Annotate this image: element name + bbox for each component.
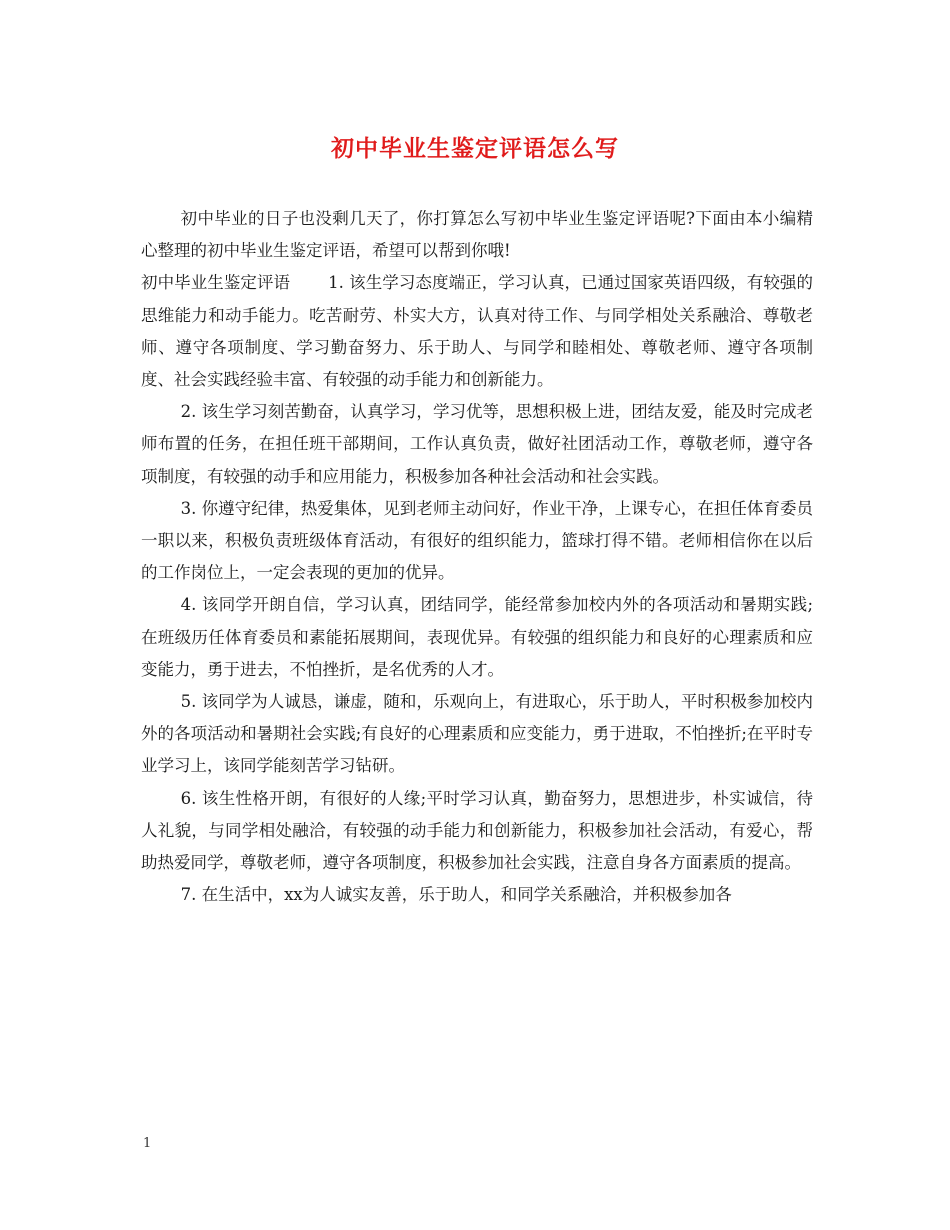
- page-title: 初中毕业生鉴定评语怎么写: [331, 135, 619, 162]
- section-heading: 初中毕业生鉴定评语: [141, 273, 291, 293]
- document-body: [141, 203, 813, 911]
- first-item-paragraph: [141, 267, 813, 396]
- page-number: 1: [143, 1136, 152, 1151]
- intro-paragraph: 初中毕业的日子也没剩几天了，你打算怎么写初中毕业生鉴定评语呢?下面由本小编精心整理的初中毕业生鉴定评语，希望可以帮到你哦!: [141, 209, 813, 261]
- list-item: 3. 你遵守纪律，热爱集体，见到老师主动问好，作业干净，上课专心，在担任体育委员一职以来，积极负责班级体育活动，有很好的组织能力，篮球打得不错。老师相信你在以后的工作岗位上，一定会表现的更加的优异。: [141, 498, 813, 583]
- list-item: 7. 在生活中，xx为人诚实友善，乐于助人，和同学关系融洽，并积极参加各: [180, 885, 732, 905]
- list-item: 4. 该同学开朗自信，学习认真，团结同学，能经常参加校内外的各项活动和暑期实践;在班级历任体育委员和素能拓展期间，表现优异。有较强的组织能力和良好的心理素质和应变能力，勇于进去，不怕挫折，是名优秀的人才。: [141, 595, 813, 679]
- list-item: 1. 该生学习态度端正，学习认真，已通过国家英语四级，有较强的思维能力和动手能力。吃苦耐劳、朴实大方，认真对待工作、与同学相处关系融洽、尊敬老师、遵守各项制度、学习勤奋努力、乐于助人、与同学和睦相处、尊敬老师、遵守各项制度、社会实践经验丰富、有较强的动手能力和创新能力。: [141, 273, 813, 390]
- list-item: 5. 该同学为人诚恳，谦虚，随和，乐观向上，有进取心，乐于助人，平时积极参加校内外的各项活动和暑期社会实践;有良好的心理素质和应变能力，勇于进取，不怕挫折;在平时专业学习上，该同学能刻苦学习钻研。: [141, 692, 813, 776]
- list-item: 6. 该生性格开朗，有很好的人缘;平时学习认真，勤奋努力，思想进步，朴实诚信，待人礼貌，与同学相处融洽，有较强的动手能力和创新能力，积极参加社会活动，有爱心，帮助热爱同学，尊敬老师，遵守各项制度，积极参加社会实践，注意自身各方面素质的提高。: [141, 788, 813, 873]
- list-item: 2. 该生学习刻苦勤奋，认真学习，学习优等，思想积极上进，团结友爱，能及时完成老师布置的任务，在担任班干部期间，工作认真负责，做好社团活动工作，尊敬老师，遵守各项制度，有较强的动手和应用能力，积极参加各种社会活动和社会实践。: [141, 402, 813, 486]
